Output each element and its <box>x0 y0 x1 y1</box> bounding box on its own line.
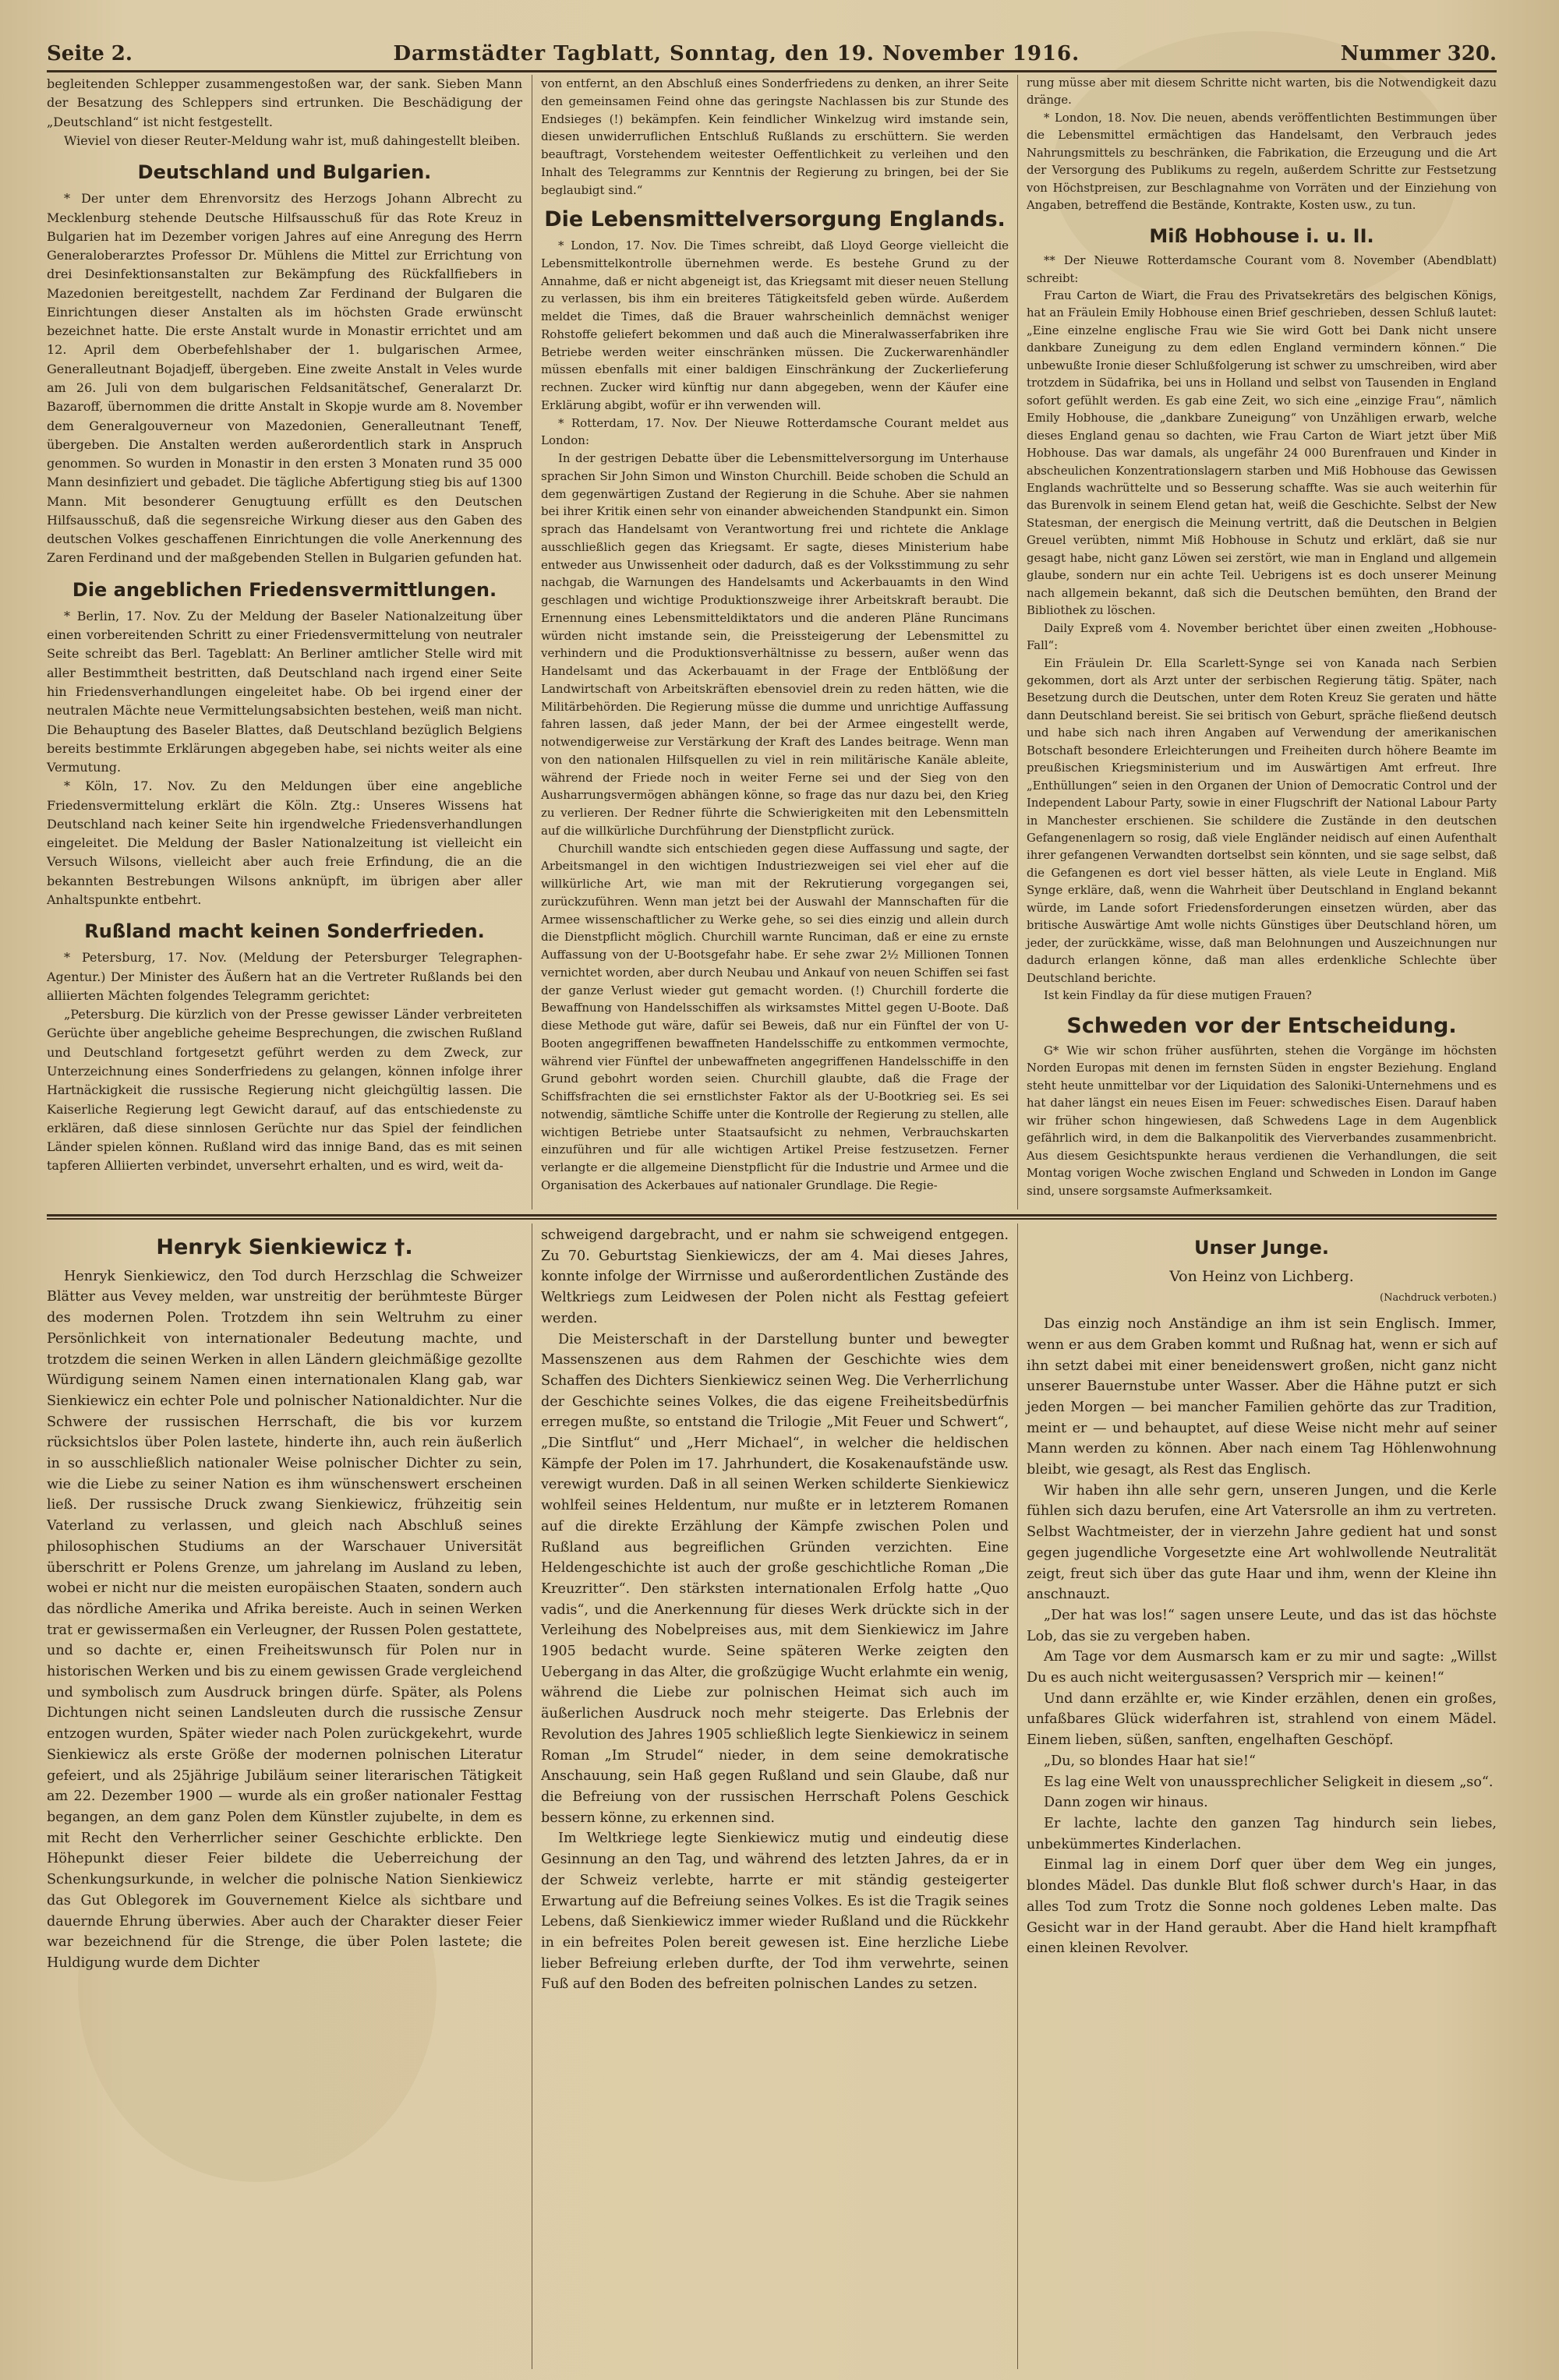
article-text: * London, 17. Nov. Die Times schreibt, daß Lloyd George vielleicht die Lebensmittelkontrolle übernehmen werde. Es bestehe Grund zu der Annahme, daß er nicht abgeneigt ist, das Kriegsamt mit dieser neuen Stellung zu verlassen, bis ihm ein breiteres Tätigkeitsfeld geben würde. Außerdem meldet die Times, daß die Brauer wahrscheinlich demnächst weniger Rohstoffe geliefert bekommen und daß auch die Mineralwasserfabriken ihre Betriebe werden weiter einschränken müssen. Die Zuckerwarenhändler müssen ebenfalls mit einer baldigen Einschränkung der Zuckerlieferung rechnen. Zucker wird künftig nur dann abgegeben, wenn der Käufer eine Erklärung abgibt, wofür er ihn verwenden will. <box>541 238 1009 412</box>
article-text: „Der hat was los!“ sagen unsere Leute, und das ist das höchste Lob, das sie zu vergeben haben. <box>1027 1607 1497 1644</box>
feuilleton-rule <box>47 1218 1497 1220</box>
article-text: Und dann erzählte er, wie Kinder erzählen, denen ein großes, unfaßbares Glück widerfahren ist, strahlend von einem Mädel. Einem lieben, süßen, sanften, engelhaften Geschöpf. <box>1027 1690 1497 1749</box>
article-text: * Berlin, 17. Nov. Zu der Meldung der Baseler Nationalzeitung über einen vorbereitenden Schritt zu einer Friedensvermittelung von neutraler Seite schreibt das Berl. Tageblatt: An Berliner amtlicher Stelle wird mit aller Bestimmtheit bestritten, daß Deutschland nach irgend einer Seite hin Friedensverhandlungen eingeleitet habe. Ob bei irgend einer der neutralen Mächte neue Vermittelungsabsichten bestehen, weiß man nicht. Die Behauptung des Baseler Blattes, daß Deutschland bezüglich Belgiens bereits bestimmte Erklärungen abgegeben habe, sei nichts weiter als eine Vermutung. <box>47 608 522 775</box>
article-text: * London, 18. Nov. Die neuen, abends veröffentlichten Bestimmungen über die Lebensmittel ermächtigen das Handelsamt, den Verbrauch jedes Nahrungsmittels zu beschränken, die Fabrikation, die Erzeugung und die Art der Versorgung des Publikums zu regeln, außerdem Schritte zur Festsetzung von Höchstpreisen, zur Beschlagnahme von Vorräten und der Einziehung von Angaben, betreffend die Bestände, Kontrakte, Kosten usw., zu tun. <box>1027 111 1497 213</box>
column-divider <box>1017 1224 1018 2369</box>
masthead <box>47 41 1497 67</box>
article-text: Henryk Sienkiewicz, den Tod durch Herzschlag die Schweizer Blätter aus Vevey melden, war unstreitig der berühmteste Bürger des modernen Polen. Trotzdem ihn sein Weltruhm zu einer Persönlichkeit von internationaler Bedeutung machte, und trotzdem die seinen Werken in allen Ländern gleichmäßige gezollte Würdigung seinem Namen einen internationalen Klang gab, war Sienkiewicz ein echter Pole und polnischer Nationaldichter. Nur die Schwere der russischen Herrschaft, die bis vor kurzem rücksichtslos über Polen lastete, hinderte ihn, auch rein äußerlich in so ausschließlich nationaler Weise polnischer Dichter zu sein, wie die Liebe zu seiner Nation es ihm wünschenswert erscheinen ließ. Der russische Druck zwang Sienkiewicz, frühzeitig sein Vaterland zu verlassen, und gleich nach Abschluß seines philosophischen Studiums an der Warschauer Universität überschritt er Polens Grenze, um jahrelang im Ausland zu leben, wobei er nicht nur die meisten europäischen Staaten, sondern auch das nördliche Amerika und Afrika bereiste. Auch in seinen Werken trat er gewissermaßen ein Verleugner, der Russen Polen gestattete, und so dachte er, einen Freiheitswunsch für Polen nur in historischen Werken und bis zu einem gewissen Grade vergleichend und symbolisch zum Ausdruck bringen dürfe. Später, als Polens Dichtungen nicht seinen Landsleuten durch die russische Zensur entzogen wurden, Später wieder nach Polen zurückgekehrt, wurde Sienkiewicz als erste Größe der modernen polnischen Literatur gefeiert, und als 25jährige Jubiläum seiner literarischen Tätigkeit am 22. Dezember 1900 — wurde als ein großer nationaler Festtag begangen, an dem ganz Polen dem Künstler zujubelte, in dem es mit Recht den Verherrlicher seiner Geschichte erblickte. Den Höhepunkt dieser Feier bildete die Ueberreichung der Schenkungsurkunde, in welcher die polnische Nation Sienkiewicz das Gut Oblegorek im Gouvernement Kielce als sichtbare und dauernde Ehrung überwies. Aber auch der Charakter dieser Feier war bezeichnend für die Strenge, die über Polen lastete; die Huldigung wurde dem Dichter <box>47 1268 522 1971</box>
article-text: In der gestrigen Debatte über die Lebensmittelversorgung im Unterhause sprachen Sir John Simon und Winston Churchill. Beide schoben die Schuld an dem gegenwärtigen Zustand der Regierung in die Schuhe. Aber sie nahmen bei ihrer Kritik einen sehr von einander abweichenden Standpunkt ein. Simon sprach das Handelsamt von Verantwortung frei und richtete die Anklage ausschließlich gegen das Kriegsamt. Er sagte, dieses Ministerium habe entweder aus Unwissenheit oder dadurch, daß es der Volksstimmung zu sehr nachgab, die Warnungen des Handelsamts und Ackerbauamts in den Wind geschlagen und wichtige Produktionszweige ihrer Arbeitskraft beraubt. Die Ernennung eines Lebensmitteldiktators und die anderen Pläne Runcimans würden nicht imstande sein, die Preissteigerung der Lebensmittel zu verhindern und die Produktionsverhältnisse zu bessern, außer wenn das Handelsamt und das Ackerbauamt in der Frage der Entblößung der Landwirtschaft von Arbeitskräften ebensoviel drein zu reden hätten, wie die Militärbehörden. Die Regierung müsse die dumme und unrichtige Auffassung fahren lassen, daß jeder Mann, der bei der Armee eingestellt werde, notwendigerweise zur Verstärkung der Kraft des Landes beitrage. Wenn man von den nationalen Hilfsquellen zu viel in rein militärische Kanäle ableite, während der Friede noch in weiter Ferne sei und der Sieg von den Ausharrungsvermögen abhängen könne, so frage das nur dazu bei, den Krieg zu verlieren. Der Redner führte die Schwierigkeiten mit den Lebensmitteln auf die willkürliche Durchführung der Dienstpflicht zurück. <box>541 451 1009 838</box>
article-text: G* Wie wir schon früher ausführten, stehen die Vorgänge im höchsten Norden Europas mit denen im fernsten Süden in engster Beziehung. England steht heute unmittelbar vor der Liquidation des Saloniki-Unternehmens und es hat daher längst ein neues Eisen im Feuer: schwedisches Eisen. Darauf haben wir früher schon hingewiesen, daß Schwedens Lage in dem Augenblick gefährlich wird, in dem die Balkanpolitik des Vierverbandes zusammenbricht. Aus diesem Gesichtspunkte heraus verdienen die Verhandlungen, die seit Montag vorigen Woche zwischen England und Schweden in London im Gange sind, unsere sorgsamste Aufmerksamkeit. <box>1027 1044 1497 1198</box>
article-text: von entfernt, an den Abschluß eines Sonderfriedens zu denken, an ihrer Seite den gemeinsamen Feind ohne das geringste Nachlassen bis zur Stunde des Endsieges (!) bekämpfen. Kein feindlicher Winkelzug wird imstande sein, diesen unwiderruflichen Entschluß Rußlands zu erschüttern. Sie werden beauftragt, Vorstehendem weitester Oeffentlichkeit zu verleihen und den Inhalt des Telegramms zur Kenntnis der Regierung zu bringen, bei der Sie beglaubigt sind.“ <box>541 76 1009 197</box>
article-text: Am Tage vor dem Ausmarsch kam er zu mir und sagte: „Willst Du es auch nicht weitergusassen? Versprich mir — keinen!“ <box>1027 1649 1497 1686</box>
article-text: * Rotterdam, 17. Nov. Der Nieuwe Rotterdamsche Courant meldet aus London: <box>541 415 1009 448</box>
feuilleton-column-2 <box>541 1225 1009 1995</box>
reprint-note: (Nachdruck verboten.) <box>1380 1292 1497 1305</box>
headline: Rußland macht keinen Sonderfrieden. <box>84 920 485 943</box>
column-3 <box>1027 75 1497 1200</box>
page-number: Seite 2. <box>47 42 133 65</box>
article-text: Im Weltkriege legte Sienkiewicz mutig und eindeutig diese Gesinnung an den Tag, und während des letzten Jahres, da er in der Schweiz verlebte, harrte er mit ständig gesteigerter Erwartung auf die Befreiung seines Volkes. Es ist die Tragik seines Lebens, daß Sienkiewicz immer wieder Rußland und die Rückkehr in ein befreites Polen bereit gewesen ist. Eine herzliche Liebe lieber Befreiung erleben durfte, der Tod ihm verwehrte, seinen Fuß auf den Boden des befreiten polnischen Landes zu setzen. <box>541 1831 1009 1993</box>
article-text: Ist kein Findlay da für diese mutigen Frauen? <box>1044 989 1312 1003</box>
issue-number: Nummer 320. <box>1340 42 1497 65</box>
feuilleton-rule <box>47 1214 1497 1216</box>
article-text: Er lachte, lachte den ganzen Tag hindurch sein liebes, unbekümmertes Kinderlachen. <box>1027 1815 1497 1852</box>
article-text: „Du, so blondes Haar hat sie!“ <box>1044 1753 1256 1769</box>
column-divider <box>1017 75 1018 1209</box>
article-text: schweigend dargebracht, und er nahm sie schweigend entgegen. Zu 70. Geburtstag Sienkiewiczs, der am 4. Mai dieses Jahres, konnte infolge der Wirrnisse und außerordentlichen Zustände des Weltkriegs zum Leidwesen der Polen nicht als Festtag gefeiert werden. <box>541 1227 1009 1326</box>
article-text: Frau Carton de Wiart, die Frau des Privatsekretärs des belgischen Königs, hat an Fräulein Emily Hobhouse einen Brief geschrieben, dessen Schluß lautet: „Eine einzelne englische Frau wie Sie wird Gott bei Dank nicht unsere dankbare Zuneigung zu dem edlen England vermindern können.“ Die unbewußte Ironie dieser Schlußfolgerung ist schwer zu umschreiben, wird aber trotzdem in Südafrika, bei uns in Holland und selbst von Tausenden in England sofort gefühlt werden. Es gab eine Zeit, wo sich eine „einzige Frau“, nämlich Emily Hobhouse, die „dankbare Zuneigung“ von Unzähligen erwarb, welche dieses England genau so dachten, wie Frau Carton de Wiart jetzt über Miß Hobhouse. Das war damals, als ungefähr 24 000 Burenfrauen und Kinder in abscheulichen Konzentrationslagern starben und Miß Hobhouse das Gewissen Englands wachrüttelte und so Besserung schaffte. Was sie auch weiterhin für das Burenvolk in seinem Elend getan hat, weiß die Geschichte. Selbst der New Statesman, der energisch die Meinung vertritt, daß die Deutschen in Belgien Greuel verübten, nimmt Miß Hobhouse in Schutz und erklärt, daß sie nur gesagt habe, nicht ganz Löwen sei zerstört, wie man in England und allgemein glaube, sondern nur ein achte Teil. Uebrigens ist es doch unserer Meinung nach allgemein bekannt, daß sich die Deutschen bemühten, den Brand der Bibliothek zu löschen. <box>1027 288 1497 618</box>
masthead-rule <box>47 70 1497 72</box>
article-text: Einmal lag in einem Dorf quer über dem Weg ein junges, blondes Mädel. Das dunkle Blut floß schwer durch's Haar, in das alles Tod zum Trotz die Sonne noch goldenes Leben malte. Das Gesicht war in der Hand geraubt. Aber die Hand hielt krampfhaft einen kleinen Revolver. <box>1027 1857 1497 1957</box>
article-text: Das einzig noch Anständige an ihm ist sein Englisch. Immer, wenn er aus dem Graben kommt und Rußnag hat, wenn er sich auf ihn setzt dabei mit einer beneidenswert großen, nicht ganz nicht unserer Bauernstube unter Wasser. Aber die Hähne putzt er sich jeden Morgen — bei mancher Familien gehörte das zur Tradition, meint er — und behauptet, auf diese Weise nicht mehr auf seiner Mann werden zu können. Aber nach einem Tag Höhlenwohnung bleibt, wie gesagt, als Rest das Englisch. <box>1027 1316 1497 1478</box>
article-text: Wir haben ihn alle sehr gern, unseren Jungen, und die Kerle fühlen sich dazu berufen, eine Art Vatersrolle an ihm zu vertreten. Selbst Wachtmeister, der in vierzehn Jahre gedient hat und sonst gegen jugendliche Vorgesetzte eine Art wohlwollende Neutralität zeigt, freut sich über das gute Haar und ihm, wenn der Kleine ihn anschnauzt. <box>1027 1482 1497 1603</box>
article-text: begleitenden Schlepper zusammengestoßen war, der sank. Sieben Mann der Besatzung des Schleppers sind ertrunken. Die Beschädigung der „Deutschland“ ist nicht festgestellt. <box>47 76 522 129</box>
headline: Die Lebensmittelversorgung Englands. <box>544 207 1006 232</box>
column-1 <box>47 75 522 1176</box>
headline: Miß Hobhouse i. u. II. <box>1149 224 1374 247</box>
article-text: „Petersburg. Die kürzlich von der Presse gewisser Länder verbreiteten Gerüchte über angebliche geheime Besprechungen, die zwischen Rußland und Deutschland fortgesetzt geführt werden zu dem Zweck, zur Unterzeichnung eines Sonderfriedens zu gelangen, können infolge ihrer Hartnäckigkeit die russische Regierung nicht gleichgültig lassen. Die Kaiserliche Regierung legt Gewicht darauf, auf das entschiedenste zu erklären, daß diese sinnlosen Gerüchte nur das Spiel der feindlichen Länder spielen können. Rußland wird das innige Band, das es mit seinen tapferen Alliierten verbindet, unversehrt erhalten, und es wird, weit da- <box>47 1007 522 1174</box>
article-text: ** Der Nieuwe Rotterdamsche Courant vom 8. November (Abendblatt) schreibt: <box>1027 254 1497 285</box>
article-text: * Köln, 17. Nov. Zu den Meldungen über eine angebliche Friedensvermittelung erklärt die Köln. Ztg.: Unseres Wissens hat Deutschland nach keiner Seite hin irgendwelche Friedensverhandlungen eingeleitet. Die Meldung der Basler Nationalzeitung ist vielleicht ein Versuch Wilsons, vielleicht aber auch freie Erfindung, die an die bekannten Bestrebungen Wilsons anknüpft, im übrigen aber aller Anhaltspunkte entbehrt. <box>47 779 522 907</box>
article-text: Daily Expreß vom 4. November berichtet über einen zweiten „Hobhouse-Fall“: <box>1027 621 1497 653</box>
article-text: Es lag eine Welt von unaussprechlicher Seligkeit in diesem „so“. <box>1044 1774 1494 1790</box>
article-text: Wieviel von dieser Reuter-Meldung wahr ist, muß dahingestellt bleiben. <box>64 132 521 148</box>
headline: Deutschland und Bulgarien. <box>137 161 432 184</box>
newspaper-title: Darmstädter Tagblatt, Sonntag, den 19. November 1916. <box>393 42 1080 65</box>
article-text: * Der unter dem Ehrenvorsitz des Herzogs Johann Albrecht zu Mecklenburg stehende Deutsche Hilfsausschuß für das Rote Kreuz in Bulgarien hat im Dezember vorigen Jahres auf eine Anregung des Herrn Generaloberarztes Professor Dr. Mühlens die Mittel zur Errichtung von drei Desinfektionsanstalten zur Bekämpfung des Rückfallfiebers in Mazedonien bereitgestellt, nachdem Zar Ferdinand der Bulgaren die Einrichtungen dieser Anstalten als im höchsten Grade erwünscht bezeichnet hatte. Die erste Anstalt wurde in Monastir errichtet und am 12. April dem Oberbefehlshaber der 1. bulgarischen Armee, Generalleutnant Bojadjeff, übergeben. Eine zweite Anstalt in Veles wurde am 26. Juli von dem bulgarischen Feldsanitätschef, Generalarzt Dr. Bazaroff, übernommen die dritte Anstalt in Skopje wurde am 8. November dem Generalgouverneur von Mazedonien, Generalleutnant Teneff, übergeben. Die Anstalten werden außerordentlich stark in Anspruch genommen. So wurden in Monastir in den ersten 3 Monaten rund 35 000 Mann desinfiziert und gebadet. Die tägliche Abfertigung stieg bis auf 1300 Mann. Mit besonderer Genugtuung erfüllt es den Deutschen Hilfsausschuß, daß die segensreiche Wirkung dieser aus den Gaben des deutschen Volkes geschaffenen Einrichtungen die volle Anerkennung des Zaren Ferdinand und der maßgebenden Stellen in Bulgarien gefunden hat. <box>47 191 522 566</box>
headline: Henryk Sienkiewicz †. <box>156 1235 413 1259</box>
article-text: Ein Fräulein Dr. Ella Scarlett-Synge sei von Kanada nach Serbien gekommen, dort als Arzt unter der serbischen Regierung tätig. Später, nach Besetzung durch die Deutschen, unter dem Roten Kreuz Sie geraten und hätte dann Deutschland bereist. Sie sei britisch von Geburt, spräche fließend deutsch und habe sich nach ihren Angaben auf Verwendung der amerikanischen Botschaft besondere Erleichterungen und Freiheiten durch höhere Beamte im preußischen Kriegsministerium und im Auswärtigen Amt erfreut. Ihre „Enthüllungen“ seien in den Organen der Union of Democratic Control und der Independent Labour Party, sowie in einer Flugschrift der National Labour Party in Manchester erschienen. Sie schildere die Zustände in den deutschen Gefangenenlagern so rosig, daß viele Engländer neidisch auf einen Aufenthalt ihrer gefangenen Verwandten dortselbst sein könnten, und sie sage selbst, daß die Gefangenen es dort viel besser hätten, als viele Leute in England. Miß Synge erkläre, daß, wenn die Wahrheit über Deutschland in England bekannt würde, im Lande sofort Friedensforderungen einsetzen würden, aber das britische Auswärtige Amt wolle nichts Günstiges über Deutschland hören, um jeder, der zurückkäme, wisse, daß man Belohnungen und Auszeichnungen nur dadurch erlangen könne, daß man alles erdenkliche Schlechte über Deutschland berichte. <box>1027 656 1497 985</box>
byline: Von Heinz von Lichberg. <box>1169 1267 1354 1285</box>
article-text: rung müsse aber mit diesem Schritte nicht warten, bis die Notwendigkeit dazu dränge. <box>1027 76 1497 108</box>
column-2 <box>541 75 1009 1195</box>
article-text: Churchill wandte sich entschieden gegen diese Auffassung und sagte, der Arbeitsmangel in den wichtigen Industriezweigen sei viel eher auf die willkürliche Art, wie man mit der Rekrutierung vorgegangen sei, zurückzuführen. Wenn man jetzt bei der Auswahl der Mannschaften für die Armee wissenschaftlicher zu Werke gehe, so sei dies einzig und allein durch die Dienstpflicht möglich. Churchill warnte Runciman, daß er eine zu ernste Auffassung von der U-Bootsgefahr habe. Er sehe zwar 2½ Millionen Tonnen vernichtet worden, aber durch Neubau und Ankauf von neuen Schiffen sei fast der ganze Verlust wieder gut gemacht worden. (!) Churchill forderte die Bewaffnung von Handelsschiffen als wirksamstes Mittel gegen U-Boote. Daß diese Methode gut wäre, dafür sei Beweis, daß nur ein Fünftel der von U-Booten angegriffenen bewaffneten Handelsschiffe zu entkommen vermochte, während vier Fünftel der unbewaffneten angegriffenen Handelsschiffe in den Grund gebohrt worden seien. Churchill glaubte, daß die Frage der Schiffsfrachten die sei ernstlichster Faktor als der U-Bootkrieg sei. Es sei notwendig, sämtliche Schiffe unter die Kontrolle der Regierung zu stellen, alle wichtigen Betriebe unter Staatsaufsicht zu nehmen, Verbrauchskarten einzuführen und für alle wichtigen Artikel Preise festzusetzen. Ferner verlangte er die allgemeine Dienstpflicht für die Industrie und Armee und die Organisation des Ackerbaues auf nationaler Grundlage. Die Regie- <box>541 841 1009 1192</box>
article-text: Die Meisterschaft in der Darstellung bunter und bewegter Massenszenen aus dem Rahmen der Geschichte wies dem Schaffen des Dichters Sienkiewicz seinen Weg. Die Verherrlichung der Geschichte seines Volkes, die das eigene Freiheitsbedürfnis erregen mußte, so entstand die Trilogie „Mit Feuer und Schwert“, „Die Sintflut“ und „Herr Michael“, in welcher die heldischen Kämpfe der Polen im 17. Jahrhundert, die Kosakenaufstände usw. verewigt wurden. Daß in all seinen Werken schilderte Sienkiewicz wohlfeil seines Heldentum, nur mußte er in letzterem Romanen auf die direkte Erzählung der Kämpfe zwischen Polen und Rußland aus begreiflichen Gründen verzichten. Eine Heldengeschichte ist auch der große geschichtliche Roman „Die Kreuzritter“. Den stärksten internationalen Erfolg hatte „Quo vadis“, und die Anerkennung für dieses Werk drückte sich in der Verleihung des Nobelpreises aus, mit dem Sienkiewicz im Jahre 1905 bedacht wurde. Seine späteren Werke zeigten den Uebergang in das Alter, die großzügige Wucht erlahmte ein wenig, während die Liebe zur polnischen Heimat sich auch im äußerlichen Ausdruck noch mehr steigerte. Das Erlebnis der Revolution des Jahres 1905 schließlich legte Sienkiewicz in seinem Roman „Im Strudel“ nieder, in dem seine demokratische Anschauung, sein Haß gegen Rußland und sein Glaube, daß nur die Befreiung von der russischen Herrschaft Polens Geschick bessern könne, zu erkennen sind. <box>541 1331 1009 1826</box>
headline: Schweden vor der Entscheidung. <box>1066 1013 1457 1038</box>
article-text: * Petersburg, 17. Nov. (Meldung der Petersburger Telegraphen-Agentur.) Der Minister des Äußern hat an die Vertreter Rußlands bei den alliierten Mächten folgendes Telegramm gerichtet: <box>47 950 522 1003</box>
feuilleton-column-1 <box>47 1225 522 1974</box>
headline: Unser Junge. <box>1193 1237 1329 1259</box>
feuilleton-column-3 <box>1027 1225 1497 1959</box>
headline: Die angeblichen Friedensvermittlungen. <box>72 578 497 601</box>
article-text: Dann zogen wir hinaus. <box>1044 1795 1208 1811</box>
